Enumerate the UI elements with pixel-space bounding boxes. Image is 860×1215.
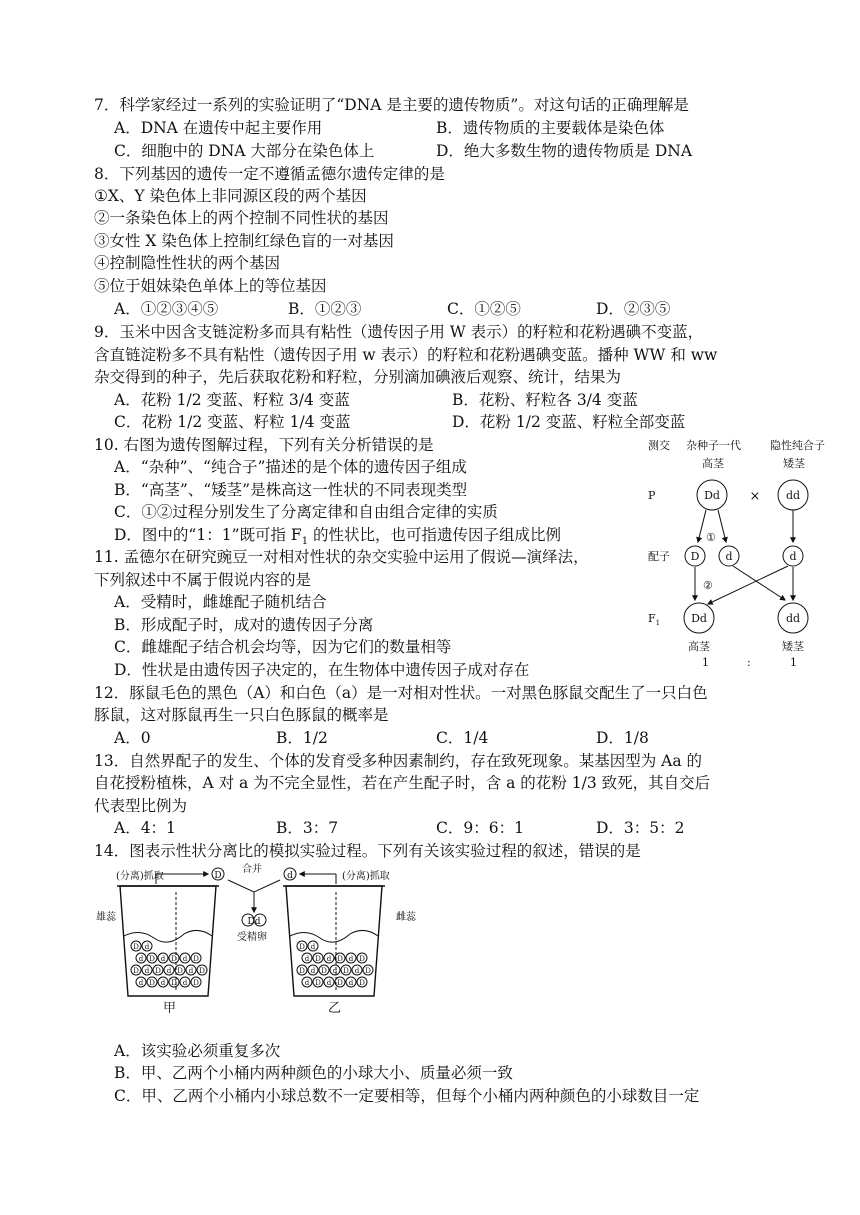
q14-stem: 14．图表示性状分离比的模拟实验过程。下列有关该实验过程的叙述，错误的是: [94, 842, 641, 860]
bucket-yi-fill: [290, 930, 378, 942]
q7-option-b: B．遗传物质的主要载体是染色体: [436, 119, 665, 137]
marble-ball-label: D: [171, 955, 177, 963]
q7-option-d: D．绝大多数生物的遗传物质是 DNA: [436, 142, 693, 160]
q12-option-c: C．1/4: [436, 729, 489, 747]
q14-option-b: B．甲、乙两个小桶内两种颜色的小球大小、质量必须一致: [114, 1064, 513, 1082]
label-dwarf-top: 矮茎: [783, 457, 805, 470]
marble-ball-label: d: [354, 967, 360, 975]
marble-ball-label: D: [171, 979, 177, 987]
q8-option-d: D．②③⑤: [596, 300, 671, 318]
marble-ball-label: D: [315, 979, 321, 987]
marble-ball-label: d: [166, 967, 172, 975]
marble-ball-label: D: [299, 943, 305, 951]
marble-ball-label: d: [144, 967, 150, 975]
bucket-jia-fill: [124, 930, 212, 942]
row-label-f1-sub: 1: [655, 619, 661, 627]
balls-yi: [297, 941, 373, 987]
q9-option-b: B．花粉、籽粒各 3/4 变蓝: [452, 391, 638, 409]
offspring-Dd-genotype: Dd: [691, 612, 707, 625]
grab-label-right: (分离)抓取: [342, 871, 390, 882]
marble-ball-label: d: [182, 955, 188, 963]
q8-option-b: B．①②③: [288, 300, 362, 318]
marble-ball-label: d: [326, 955, 332, 963]
cross-symbol: ×: [749, 489, 761, 504]
row-label-f1-main: F: [648, 612, 656, 625]
q9-option-c: C．花粉 1/2 变蓝、籽粒 1/4 变蓝: [114, 413, 351, 431]
marble-ball-label: D: [343, 967, 349, 975]
marble-ball-label: d: [348, 979, 354, 987]
q13-stem-line1: 13．自然界配子的发生、个体的发育受多种因素制约，存在致死现象。某基因型为 Aa 的: [94, 752, 703, 770]
picked-ball-D-label: D: [214, 871, 222, 881]
q12-option-b: B．1/2: [276, 729, 328, 747]
q8-item-4: ④控制隐性性状的两个基因: [94, 254, 281, 272]
q8-option-a: A．①②③④⑤: [114, 300, 219, 318]
q14-option-c: C．甲、乙两个小桶内小球总数不一定要相等，但每个小桶内两种颜色的小球数目一定: [114, 1087, 700, 1105]
offspring-dd-genotype: dd: [785, 612, 801, 625]
label-jia: 甲: [163, 1001, 177, 1016]
zygote-label: 受精卵: [237, 932, 267, 943]
q9-stem-line2: 含直链淀粉多不具有粘性（遗传因子用 w 表示）的籽粒和花粉遇碘变蓝。播种 WW 和 ww: [94, 346, 718, 364]
q11-option-d: D．性状是由遗传因子决定的，在生物体中遗传因子成对存在: [114, 661, 530, 679]
gamete-d-label-recessive: d: [789, 550, 797, 563]
zygote-genotype: Dd: [247, 917, 261, 927]
marble-ball-label: D: [133, 967, 139, 975]
q11-option-c: C．雌雄配子结合机会均等，因为它们的数量相等: [114, 638, 452, 656]
q13-stem-line3: 代表型比例为: [94, 797, 188, 815]
marble-ball-label: D: [133, 943, 139, 951]
q11-option-a: A．受精时，雌雄配子随机结合: [114, 593, 327, 611]
header-recessive: 隐性纯合子: [770, 439, 825, 452]
q8-item-1: ①X、Y 染色体上非同源区段的两个基因: [94, 187, 367, 205]
arrow-parent-to-gamete-d: [718, 510, 726, 542]
row-label-gamete: 配子: [648, 550, 670, 563]
arrow-recessive-d-to-offspring-Dd: [708, 566, 788, 604]
header-testcross: 测交: [648, 439, 670, 452]
q12-option-a: A．0: [114, 729, 151, 747]
marble-ball-label: d: [326, 979, 332, 987]
gamete-D-label: D: [690, 550, 700, 563]
q11-stem-line1: 11. 孟德尔在研究豌豆一对相对性状的杂交实验中运用了假说—演绎法，: [94, 548, 589, 566]
q7-stem: 7．科学家经过一系列的实验证明了“DNA 是主要的遗传物质”。对这句话的正确理解是: [94, 96, 689, 114]
merge-label: 合并: [242, 864, 262, 875]
marble-ball-label: D: [299, 967, 305, 975]
q9-option-a: A．花粉 1/2 变蓝、籽粒 3/4 变蓝: [114, 391, 350, 409]
male-label: 雄蕊: [96, 912, 116, 923]
marble-ball-label: d: [188, 967, 194, 975]
step-2-label: ②: [703, 579, 713, 592]
marble-ball-label: D: [365, 967, 371, 975]
marble-ball-label: D: [193, 955, 199, 963]
q8-item-5: ⑤位于姐妹染色单体上的等位基因: [94, 277, 327, 295]
marble-ball-label: d: [160, 955, 166, 963]
parent-recessive-genotype: dd: [785, 489, 801, 502]
q10-option-d-text-rest: 的性状比，也可指遗传因子组成比例: [308, 526, 561, 544]
q13-option-d: D．3：5：2: [596, 819, 685, 837]
step-1-label: ①: [706, 531, 716, 544]
parent-hybrid-genotype: Dd: [704, 489, 720, 502]
q7-option-c: C．细胞中的 DNA 大部分在染色体上: [114, 142, 375, 160]
marble-ball-label: d: [304, 955, 310, 963]
marble-ball-label: d: [138, 955, 144, 963]
q13-option-c: C．9：6：1: [436, 819, 524, 837]
q11-option-b: B．形成配子时，成对的遗传因子分离: [114, 616, 374, 634]
ratio-right: 1: [790, 656, 797, 669]
q10-option-c: C．①②过程分别发生了分离定律和自由组合定律的实质: [114, 503, 498, 521]
marble-ball-label: d: [160, 979, 166, 987]
q13-option-b: B．3：7: [276, 819, 339, 837]
marble-ball-label: D: [337, 979, 343, 987]
marble-ball-label: D: [155, 967, 161, 975]
marble-ball-label: D: [199, 967, 205, 975]
q11-stem-line2: 下列叙述中不属于假说内容的是: [94, 571, 312, 589]
ratio-colon: :: [747, 656, 751, 669]
balls-jia: [131, 941, 207, 987]
marble-ball-label: D: [337, 955, 343, 963]
label-tall-top: 高茎: [702, 457, 724, 470]
grab-label-left: (分离)抓取: [116, 871, 164, 882]
arrow-parent-to-gamete-D: [698, 510, 706, 542]
q10-option-b: B．“高茎”、“矮茎”是株高这一性状的不同表现类型: [114, 481, 468, 499]
marble-ball-label: d: [310, 967, 316, 975]
marble-ball-label: D: [359, 979, 365, 987]
marble-ball-label: d: [182, 979, 188, 987]
q14-option-a: A．该实验必须重复多次: [114, 1042, 281, 1060]
q7-option-a: A．DNA 在遗传中起主要作用: [114, 119, 323, 137]
q13-option-a: A．4：1: [114, 819, 176, 837]
q8-option-c: C．①②⑤: [447, 300, 521, 318]
q13-stem-line2: 自花授粉植株，A 对 a 为不完全显性，若在产生配子时，含 a 的花粉 1/3 致死，其自交后: [94, 774, 711, 792]
offspring-tall-label: 高茎: [688, 640, 710, 653]
bucket-simulation-diagram: [96, 862, 436, 1022]
q9-option-d: D．花粉 1/2 变蓝、籽粒全部变蓝: [452, 413, 686, 431]
merge-connector: [228, 880, 280, 908]
marble-ball-label: D: [149, 955, 155, 963]
q10-option-d-subscript: 1: [301, 536, 309, 548]
row-label-p: P: [648, 489, 656, 502]
genetic-cross-diagram: [640, 434, 840, 676]
q8-item-3: ③女性 X 染色体上控制红绿色盲的一对基因: [94, 232, 394, 250]
marble-ball-label: d: [144, 943, 150, 951]
q12-option-d: D．1/8: [596, 729, 649, 747]
marble-ball-label: D: [193, 979, 199, 987]
ratio-left: 1: [702, 656, 709, 669]
marble-ball-label: d: [310, 943, 316, 951]
offspring-dwarf-label: 矮茎: [782, 640, 804, 653]
q10-option-a: A．“杂种”、“纯合子”描述的是个体的遗传因子组成: [114, 458, 467, 476]
marble-ball-label: d: [138, 979, 144, 987]
gamete-d-label-hybrid: d: [725, 550, 733, 563]
marble-ball-label: D: [315, 955, 321, 963]
marble-ball-label: D: [149, 979, 155, 987]
q12-stem-line1: 12．豚鼠毛色的黑色（A）和白色（a）是一对相对性状。一对黑色豚鼠交配生了一只白色: [94, 684, 708, 702]
marble-ball-label: d: [304, 979, 310, 987]
q12-stem-line2: 豚鼠，这对豚鼠再生一只白色豚鼠的概率是: [94, 706, 389, 724]
marble-ball-label: D: [359, 955, 365, 963]
q10-stem: 10. 右图为遗传图解过程，下列有关分析错误的是: [94, 436, 434, 454]
marble-ball-label: D: [321, 967, 327, 975]
label-yi: 乙: [328, 1001, 342, 1016]
header-hybrid: 杂种子一代: [686, 439, 741, 452]
q10-option-d-text: D．图中的“1：1”既可指 F: [114, 526, 302, 544]
row-label-f1: [648, 612, 660, 627]
marble-ball-label: d: [332, 967, 338, 975]
q9-stem-line3: 杂交得到的种子，先后获取花粉和籽粒，分别滴加碘液后观察、统计，结果为: [94, 368, 622, 386]
q8-stem: 8．下列基因的遗传一定不遵循孟德尔遗传定律的是: [94, 165, 445, 183]
q8-item-2: ②一条染色体上的两个控制不同性状的基因: [94, 209, 389, 227]
q9-stem-line1: 9．玉米中因含支链淀粉多而具有粘性（遗传因子用 W 表示）的籽粒和花粉遇碘不变蓝，: [94, 323, 704, 341]
marble-ball-label: D: [177, 967, 183, 975]
female-label: 雌蕊: [396, 912, 416, 923]
picked-ball-d-label: d: [287, 871, 293, 881]
marble-ball-label: d: [348, 955, 354, 963]
